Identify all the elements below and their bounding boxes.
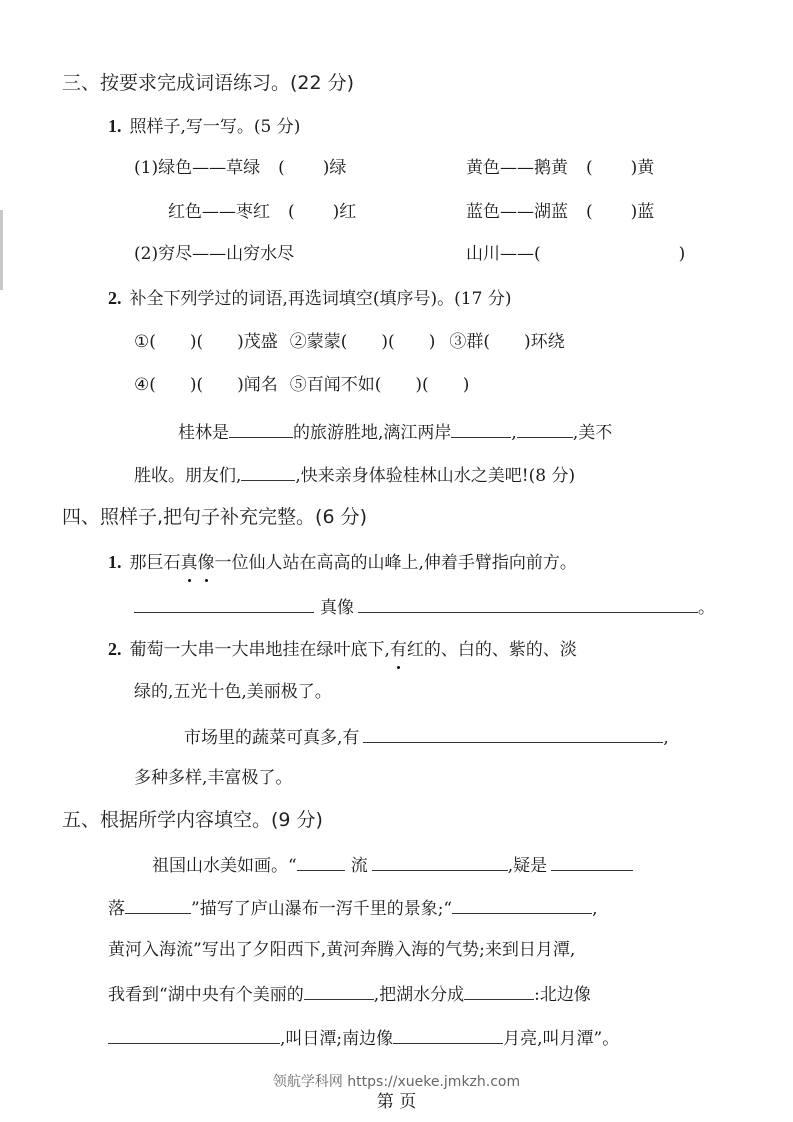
s4-q1-sentence (108, 550, 577, 575)
fill-blank[interactable] (304, 981, 374, 1000)
item-3-end: )环绕 (523, 332, 565, 352)
text: ,叫日潭;南边像 (280, 1029, 394, 1049)
fill-blank[interactable] (363, 724, 663, 743)
example-text: 蓝色——湖蓝 (466, 202, 568, 222)
fill-blank[interactable] (125, 895, 191, 914)
paren-open: ( (278, 158, 285, 178)
fill-blank[interactable] (517, 419, 573, 438)
fill-blank[interactable] (393, 1025, 503, 1044)
s5-line4 (108, 981, 591, 1007)
text: 市场里的蔬菜可真多,有 (184, 728, 360, 748)
item-3-open: ③群( (449, 332, 490, 352)
item-1-open: ①( (134, 332, 156, 352)
paren-close: ) (678, 244, 686, 264)
s3-q1-row1-right (466, 156, 654, 180)
fill-blank[interactable] (358, 594, 698, 613)
s4-q2-sentence-line2: 绿的,五光十色,美丽极了。 (134, 682, 332, 702)
text: ,把湖水分成 (373, 985, 465, 1005)
fill-blank[interactable] (372, 852, 508, 871)
text: 胜收。朋友们, (134, 466, 242, 486)
s3-q2-prompt (108, 286, 511, 311)
paren-close-text: )红 (332, 202, 357, 222)
emphasis-char: 像 (197, 553, 215, 573)
paren-close-text: )绿 (322, 158, 347, 178)
item-2-end: ) (428, 332, 436, 352)
text: 的旅游胜地,漓江两岸 (293, 423, 452, 443)
example-text: (1)绿色——草绿 (134, 158, 261, 178)
example-text: 山川——( (466, 244, 541, 264)
watermark[interactable]: 领航学科网 https://xueke.jmkzh.com (272, 1074, 521, 1090)
fill-blank[interactable] (229, 419, 293, 438)
text: 我看到“湖中央有个美丽的 (108, 985, 304, 1005)
question-text: 补全下列学过的词语,再选词填空(填序号)。(17 分) (129, 289, 512, 309)
s4-q2-fill-line2: 多种多样,丰富极了。 (134, 768, 293, 788)
fill-blank[interactable] (241, 462, 295, 481)
text: , (663, 728, 669, 748)
paren-open: ( (586, 158, 593, 178)
item-2-open: ②蒙蒙( (289, 332, 348, 352)
text: ,快来亲身体验桂林山水之美吧!(8 分) (295, 466, 576, 486)
fill-blank[interactable] (551, 852, 633, 871)
emphasis-char: 真 (180, 553, 198, 573)
s4-q1-fill (134, 594, 715, 620)
paren-open: ( (288, 202, 295, 222)
s3-q2-items-row1 (134, 330, 565, 354)
s5-line2 (108, 895, 598, 921)
text: 真像 (320, 598, 354, 618)
text: 落 (108, 899, 125, 919)
item-5-mid: )( (415, 375, 429, 395)
text: 月亮,叫月潭”。 (503, 1029, 620, 1049)
s3-q1-row2-right (466, 200, 654, 224)
question-number: 1. (108, 552, 122, 572)
fill-blank[interactable] (464, 981, 534, 1000)
s3-q1-prompt (108, 114, 300, 139)
text: 红的、白的、紫的、淡 (406, 640, 577, 660)
example-text: 红色——枣红 (168, 202, 270, 222)
section-3-title: 三、按要求完成词语练习。(22 分) (62, 72, 355, 94)
question-number: 1. (108, 116, 122, 136)
text: 。 (698, 598, 715, 618)
s5-line1 (152, 852, 633, 878)
s3-q2-items-row2 (134, 373, 469, 397)
item-5-end: ) (462, 375, 470, 395)
question-number: 2. (108, 639, 122, 659)
section-4-title: 四、照样子,把句子补充完整。(6 分) (62, 506, 367, 528)
text: ,美不 (572, 423, 613, 443)
s5-line3: 黄河入海流”写出了夕阳西下,黄河奔腾入海的气势;来到日月潭, (108, 940, 576, 960)
paren-close-text: )黄 (630, 158, 655, 178)
text: , (511, 423, 517, 443)
fill-blank[interactable] (451, 419, 511, 438)
s4-q2-fill (184, 724, 669, 750)
text: 一位仙人站在高高的山峰上,伸着手臂指向前方。 (214, 553, 577, 573)
text: 流 (350, 856, 368, 876)
text: :北边像 (534, 985, 591, 1005)
example-text: 黄色——鹅黄 (466, 158, 568, 178)
s3-q2-paragraph-line1 (178, 419, 612, 445)
question-text: 照样子,写一写。(5 分) (129, 117, 301, 137)
fill-blank[interactable] (297, 852, 345, 871)
item-4-mid: )( (189, 375, 204, 395)
text: ”描写了庐山瀑布一泻千里的景象;“ (191, 899, 453, 919)
item-4-open: ④( (134, 375, 156, 395)
text: 桂林是 (178, 423, 229, 443)
s3-q1-row3-right (466, 242, 685, 266)
s3-q2-paragraph-line2 (134, 462, 575, 488)
page-number: 第 页 (376, 1092, 417, 1112)
s3-q1-row1-left (134, 156, 346, 180)
fill-blank[interactable] (452, 895, 592, 914)
fill-blank[interactable] (134, 594, 314, 613)
item-1-end: )茂盛 (237, 332, 278, 352)
paren-open: ( (586, 202, 593, 222)
item-5-open: ⑤百闻不如( (289, 375, 382, 395)
s5-line5 (108, 1025, 619, 1051)
text: 祖国山水美如画。“ (152, 856, 297, 876)
paren-close-text: )蓝 (630, 202, 655, 222)
text: 葡萄一大串一大串地挂在绿叶底下, (129, 640, 390, 660)
s3-q1-row3-left: (2)穷尽——山穷水尽 (134, 244, 295, 264)
item-4-end: )闻名 (237, 375, 278, 395)
question-number: 2. (108, 288, 122, 308)
s3-q1-row2-left (168, 200, 356, 224)
section-5-title: 五、根据所学内容填空。(9 分) (62, 809, 323, 831)
s4-q2-sentence (108, 637, 577, 662)
text: , (592, 899, 598, 919)
item-1-mid: )( (189, 332, 204, 352)
text: ,疑是 (507, 856, 548, 876)
scan-edge-mark (0, 210, 3, 290)
text: 那巨石 (129, 553, 181, 573)
item-2-mid: )( (381, 332, 395, 352)
fill-blank[interactable] (108, 1025, 280, 1044)
emphasis-char: 有 (389, 640, 407, 660)
